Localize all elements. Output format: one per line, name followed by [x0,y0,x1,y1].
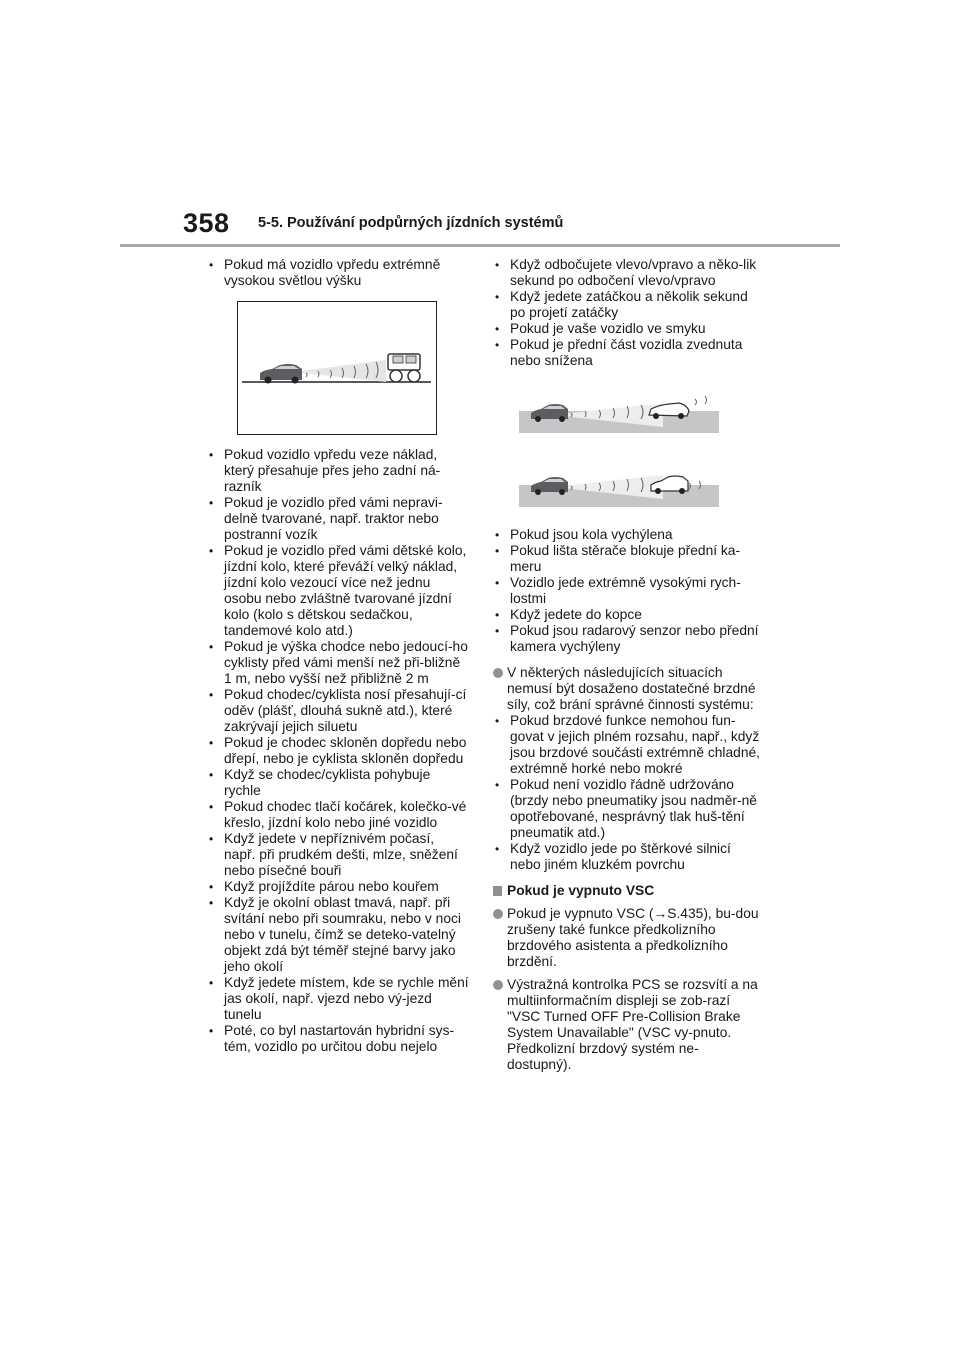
list-item: • Pokud jsou radarový senzor nebo přední kamera vychýleny [493,623,761,655]
list-item: • Poté, co byl nastartován hybridní sys-tém, vozidlo po určitou dobu nejelo [207,1023,469,1055]
high-clearance-illustration [238,302,435,433]
list-item: • Když se chodec/cyklista pohybuje rychle [207,767,469,799]
list-item: • Když projíždíte párou nebo kouřem [207,879,469,895]
turning-illustration [513,383,721,515]
list-item: • Když odbočujete vlevo/vpravo a něko-lik sekund po odbočení vlevo/vpravo [493,257,761,289]
list-item: • Pokud je přední část vozidla zvednuta nebo snížena [493,337,761,369]
left-condition-list [207,447,469,1055]
right-intro-list [493,257,761,369]
vsc-note-2 [493,977,761,1073]
tall-vehicle-icon [388,354,420,382]
note-text: Pokud je vypnuto VSC (→S.435), bu-dou zrušeny také funkce předkolizního brzdového asistenta a předkolizního brzdění. [507,906,759,969]
right-condition-list [493,527,761,655]
vsc-note-1 [493,906,761,970]
braking-force-note [493,665,761,713]
braking-force-list [493,713,761,873]
list-item: • Vozidlo jede extrémně vysokými rych-lostmi [493,575,761,607]
header-divider [120,244,840,247]
list-item: • Pokud není vozidlo řádně udržováno (brzdy nebo pneumatiky jsou nadměr-ně opotřebované, nesprávný tlak huš-tění pneumatik atd.) [493,777,761,841]
list-item: • Pokud vozidlo vpředu veze náklad, který přesahuje přes jeho zadní ná-razník [207,447,469,495]
left-intro-list [207,257,469,289]
list-item: • Pokud jsou kola vychýlena [493,527,761,543]
list-item: • Když jedete místem, kde se rychle mění jas okolí, např. vjezd nebo vý-jezd tunelu [207,975,469,1023]
list-item: • Když je okolní oblast tmavá, např. při svítání nebo při soumraku, nebo v noci nebo v tunelu, čímž se deteko-vatelný objekt zdá být téměř stejné barvy jako jeho okolí [207,895,469,975]
section-title: 5-5. Používání podpůrných jízdních systémů [258,215,564,231]
vsc-heading-text: Pokud je vypnuto VSC [507,883,655,898]
right-column [493,257,761,1073]
list-item: • Pokud chodec/cyklista nosí přesahují-cí oděv (plášť, dlouhá sukně atd.), které zakrývají jejich siluetu [207,687,469,735]
list-item: • Pokud je vozidlo před vámi nepravi-delně tvarované, např. traktor nebo postranní vozík [207,495,469,543]
note-text: V některých následujících situacích nemusí být dosaženo dostatečné brzdné síly, což brání správné činnosti systému: [507,665,756,712]
list-item: • Když vozidlo jede po štěrkové silnicí nebo jiném kluzkém povrchu [493,841,761,873]
list-item: • Pokud je vozidlo před vámi dětské kolo, jízdní kolo, které převáží velký náklad, jízdní kolo vezoucí více než jednu osobu nebo zvláštně tvarované jízdní kolo (kolo s dětskou sedačkou, tandemové kolo atd.) [207,543,469,639]
note-text: Výstražná kontrolka PCS se rozsvítí a na multiinformačním displeji se zob-razí "VSC Turned OFF Pre-Collision Brake System Unavailable" (VSC vy-pnuto. Předkolizní brzdový systém ne-dostupný). [507,977,758,1072]
list-item: • Pokud je chodec skloněn dopředu nebo dřepí, nebo je cyklista skloněn dopředu [207,735,469,767]
figure-turning-vehicles [513,383,721,515]
note-bullet-icon [493,980,503,990]
note-bullet-icon [493,668,503,678]
list-item: • Když jedete v nepříznivém počasí, např. při prudkém dešti, mlze, sněžení nebo písečné bouři [207,831,469,879]
car-icon [260,364,302,384]
list-item: • Když jedete do kopce [493,607,761,623]
left-column [207,257,469,1055]
figure-high-clearance-vehicle [237,301,437,435]
heading-square-icon [493,886,502,896]
note-bullet-icon [493,909,503,919]
vsc-heading [493,883,761,899]
list-item: • Pokud chodec tlačí kočárek, kolečko-vé křeslo, jízdní kolo nebo jiné vozidlo [207,799,469,831]
list-item: • Pokud je výška chodce nebo jedoucí-ho cyklisty před vámi menší než při-bližně 1 m, nebo vyšší než přibližně 2 m [207,639,469,687]
list-item: • Pokud brzdové funkce nemohou fun-govat v jejich plném rozsahu, např., když jsou brzdové součásti extrémně chladné, extrémně horké nebo mokré [493,713,761,777]
list-item: • Pokud je vaše vozidlo ve smyku [493,321,761,337]
page-number: 358 [183,208,230,238]
list-item: • Pokud má vozidlo vpředu extrémně vysokou světlou výšku [207,257,469,289]
list-item: • Když jedete zatáčkou a několik sekund po projetí zatáčky [493,289,761,321]
list-item: • Pokud lišta stěrače blokuje přední ka-meru [493,543,761,575]
